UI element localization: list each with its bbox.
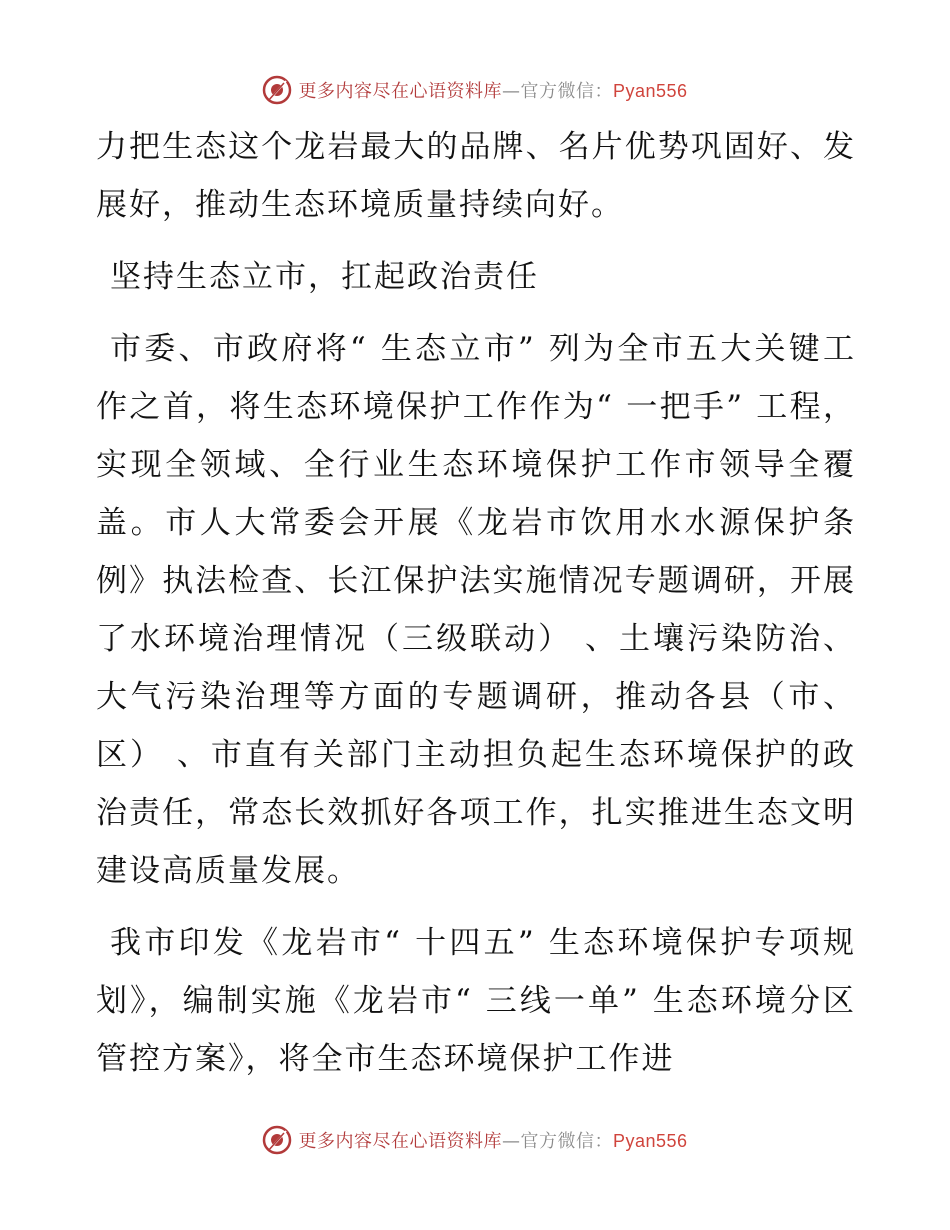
banner-site-text: 更多内容尽在心语资料库 — [298, 81, 502, 102]
footer-banner — [0, 1122, 950, 1158]
banner-site-text: 更多内容尽在心语资料库 — [298, 1131, 502, 1152]
banner-wechat-label: 官方微信： — [520, 1131, 613, 1152]
header-banner — [0, 72, 950, 108]
quill-pen-seal-icon — [262, 1125, 292, 1155]
banner-text — [298, 1127, 687, 1153]
quill-pen-seal-icon — [262, 75, 292, 105]
paragraph-2: 市委、市政府将“ 生态立市” 列为全市五大关键工作之首，将生态环境保护工作作为“ 一把手” 工程，实现全领域、全行业生态环境保护工作市领导全覆盖。市人大常委会开展《龙岩市饮用水水源保护条例》执法检查、长江保护法实施情况专题调研，开展了水环境治理情况（三级联动） 、土壤污染防治、大气污染治理等方面的专题调研，推动各县（市、区） 、市直有关部门主动担负起生态环境保护的政治责任，常态长效抓好各项工作，扎实推进生态文明建设高质量发展。 — [96, 331, 856, 889]
banner-wechat-id: Pyan556 — [612, 81, 688, 101]
banner-separator: — — [501, 81, 521, 102]
paragraph-3: 我市印发《龙岩市“ 十四五” 生态环境保护专项规划》，编制实施《龙岩市“ 三线一单” 生态环境分区管控方案》，将全市生态环境保护工作进 — [96, 925, 856, 1077]
banner-wechat-id: Pyan556 — [612, 1131, 688, 1151]
paragraph-1: 力把生态这个龙岩最大的品牌、名片优势巩固好、发展好，推动生态环境质量持续向好。 — [96, 129, 856, 223]
banner-text — [298, 77, 687, 103]
section-heading: 坚持生态立市，扛起政治责任 — [110, 259, 539, 295]
banner-separator: — — [501, 1131, 521, 1152]
banner-wechat-label: 官方微信： — [520, 81, 613, 102]
document-body — [96, 118, 856, 1088]
